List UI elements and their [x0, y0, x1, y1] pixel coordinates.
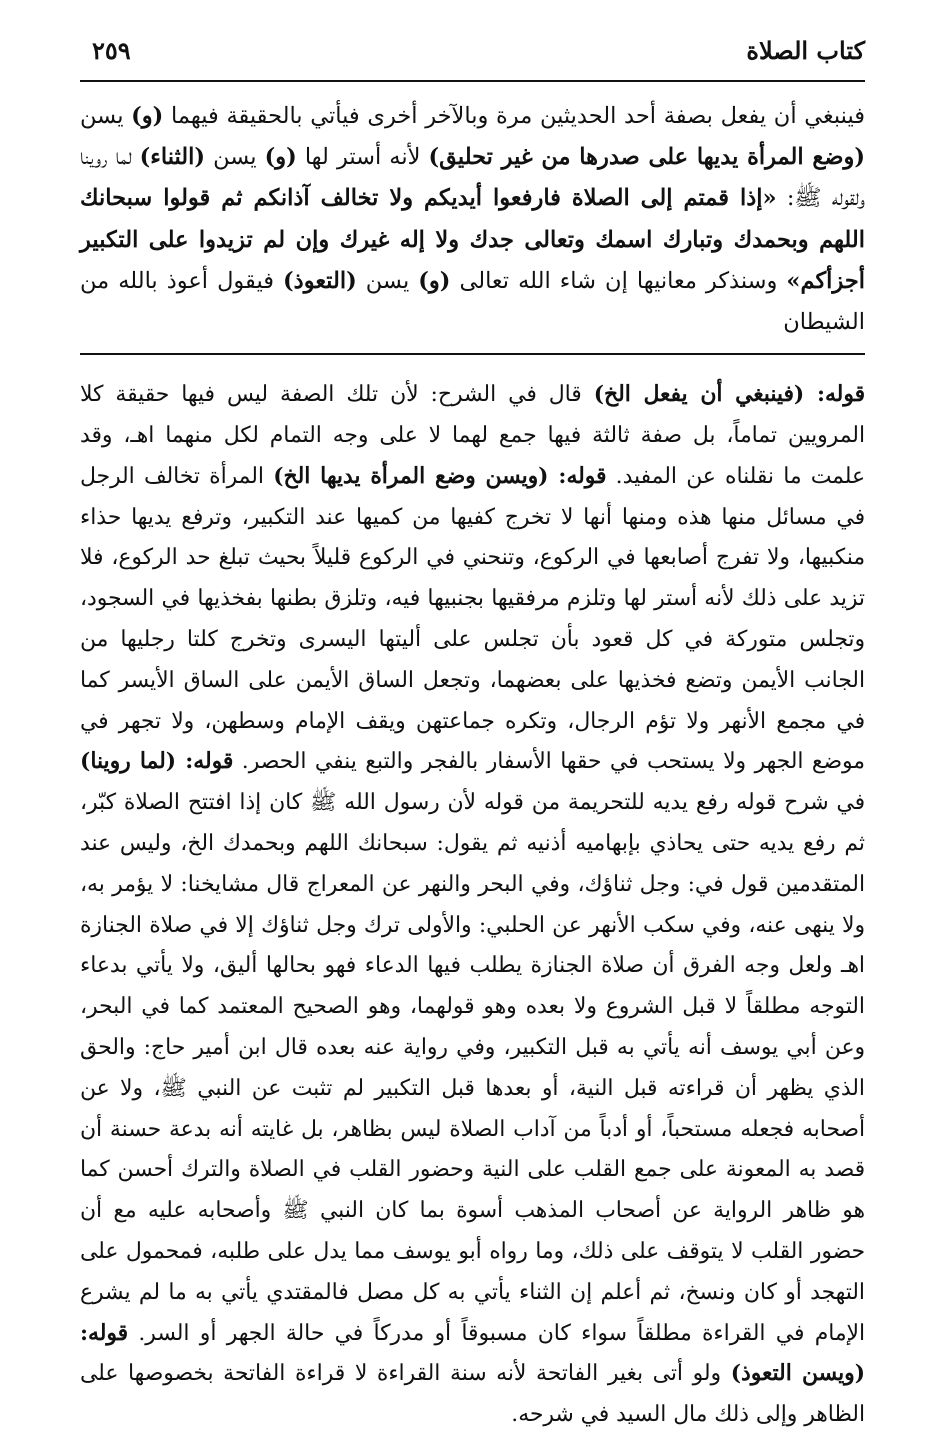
matn-bold-phrase: (وضع المرأة يديها على صدرها من غير تحليق) — [428, 144, 865, 171]
commentary-lemma: (ويسن وضع المرأة يديها الخ) — [273, 463, 549, 489]
book-page — [80, 28, 866, 1428]
commentary-label: قوله: — [80, 1320, 129, 1346]
matn-text: يسن — [356, 267, 419, 294]
hadith-quote: «إذا قمتم إلى الصلاة فارفعوا أيديكم ولا تخالف آذانكم ثم قولوا سبحانك اللهم وبحمدك وتبارك اسمك وتعالى جدك ولا إله غيرك وإن لم تزيدوا على التكبير أجزأكم» — [80, 185, 865, 294]
commentary-lemma: (ويسن التعوذ) — [730, 1361, 866, 1387]
commentary-body: قال في الشرح: لأن تلك الصفة ليس فيها حقيقة كلا المرويين تماماً، بل صفة ثالثة فيها جمع لهما لا على وجه التمام لكل منهما اهـ، وقد علمت ما نقلناه عن المفيد. — [80, 382, 865, 489]
matn-marker: (و) — [418, 267, 451, 294]
matn-bold-phrase: (التعوذ) — [283, 267, 357, 294]
matn-text: لما روينا ولقوله ﷺ: — [80, 144, 865, 212]
commentary-text — [80, 375, 865, 1436]
matn-text: فيقول أعوذ بالله من الشيطان — [80, 267, 865, 336]
page-number: ٢٥٩ — [92, 36, 131, 65]
commentary-label: قوله: — [804, 382, 866, 408]
matn-text: يسن — [205, 144, 265, 171]
running-title: كتاب الصلاة — [746, 36, 865, 65]
main-text — [80, 96, 865, 343]
matn-bold-phrase: (الثناء) — [139, 144, 206, 171]
commentary-lemma: (لما روينا) — [80, 749, 177, 775]
commentary-label: قوله: — [548, 463, 607, 489]
commentary-body: ولو أتى بغير الفاتحة لأنه سنة القراءة لا قراءة الفاتحة بخصوصها على الظاهر وإلى ذلك مال السيد في شرحه. — [80, 1361, 865, 1428]
header-rule — [80, 80, 865, 82]
matn-text: لأنه أستر لها — [296, 144, 429, 171]
matn-marker: (و) — [131, 103, 164, 129]
commentary-label: قوله: — [176, 749, 234, 775]
matn-text: وسنذكر معانيها إن شاء الله تعالى — [450, 267, 787, 294]
matn-marker: (و) — [264, 144, 297, 171]
matn-text: فينبغي أن يفعل بصفة أحد الحديثين مرة وبالآخر أخرى فيأتي بالحقيقة فيهما — [163, 103, 865, 129]
matn-text: يسن — [80, 103, 132, 129]
section-divider — [80, 353, 865, 355]
page-header — [80, 28, 865, 80]
commentary-body: في شرح قوله رفع يديه للتحريمة من قوله لأن رسول الله ﷺ كان إذا افتتح الصلاة كبّر، ثم رفع يديه حتى يحاذي بإبهاميه أذنيه ثم يقول: سبحانك اللهم وبحمدك الخ، وليس عند المتقدمين قول في: وجل ثناؤك، وفي البحر والنهر عن المعراج قال مشايخنا: لا يؤمر به، ولا ينهى عنه، وفي سكب الأنهر عن الحلبي: والأولى ترك وجل ثناؤك إلا في صلاة الجنازة اهـ ولعل وجه الفرق أن صلاة الجنازة يطلب فيها الدعاء فهو بحالها أليق، ولا يأتي بدعاء التوجه مطلقاً لا قبل الشروع ولا بعده وهو قولهما، وهو الصحيح المعتمد كما في البحر، وعن أبي يوسف أنه يأتي به قبل التكبير، وفي رواية عنه بعده قال ابن أمير حاج: والحق الذي يظهر أن قراءته قبل النية، أو بعدها قبل التكبير لم تثبت عن النبي ﷺ، ولا عن أصحابه فجعله مستحباً، أو أدباً من آداب الصلاة ليس بظاهر، بل غايته أنه بدعة حسنة أن قصد به المعونة على جمع القلب على النية وحضور القلب في الصلاة والترك أحسن كما هو ظاهر الرواية عن أصحاب المذهب أسوة بما كان النبي ﷺ وأصحابه عليه مع أن حضور القلب لا يتوقف على ذلك، وما رواه أبو يوسف مما يدل على طلبه، فمحمول على التهجد أو كان ونسخ، ثم أعلم إن الثناء يأتي به كل مصل فالمقتدي يأتي به ما لم يشرع الإمام في القراءة مطلقاً سواء كان مسبوقاً أو مدركاً في حالة الجهر أو السر. — [80, 790, 865, 1346]
commentary-body: المرأة تخالف الرجل في مسائل منها هذه ومنها أنها لا تخرج كفيها من كميها عند التكبير، وترفع يديها حذاء منكبيها، ولا تفرج أصابعها في الركوع، وتنحني في الركوع قليلاً بحيث تبلغ حد الركوع، فلا تزيد على ذلك لأنه أستر لها وتلزم مرفقيها بجنبيها فيه، وتلزق بطنها بفخذيها في السجود، وتجلس متوركة في كل قعود بأن تجلس على أليتها اليسرى وتخرج كلتا رجليها من الجانب الأيمن وتضع فخذيها على بعضهما، وتجعل الساق الأيمن على الساق الأيسر كما في مجمع الأنهر ولا تؤم الرجال، وتكره جماعتهن ويقف الإمام وسطهن، ولا تجهر في موضع الجهر ولا يستحب في حقها الأسفار بالفجر والتبع ينفي الحصر. — [80, 463, 865, 775]
commentary-lemma: (فينبغي أن يفعل الخ) — [593, 382, 805, 408]
